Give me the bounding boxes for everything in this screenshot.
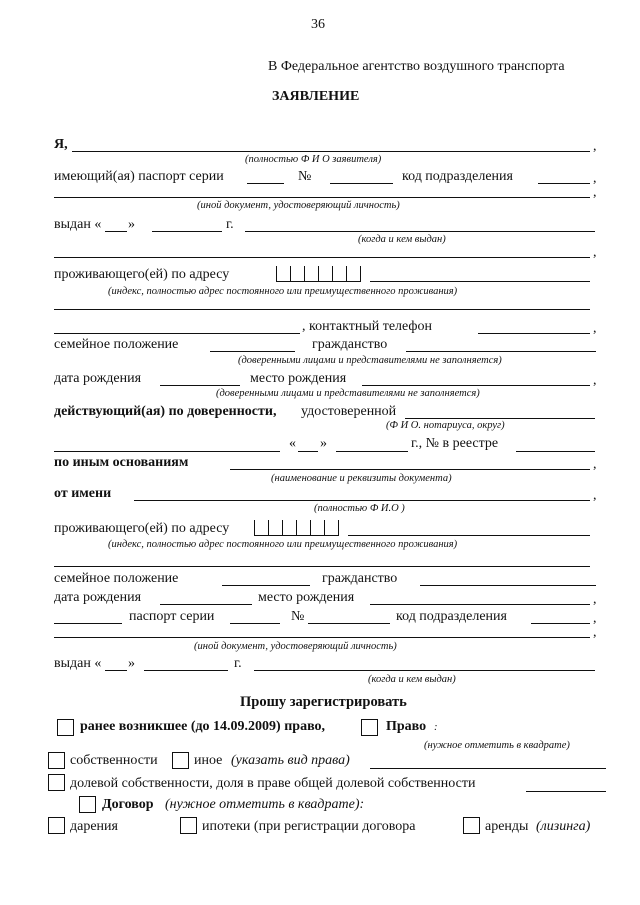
comma: , (593, 321, 597, 336)
birth-place-label-2: место рождения (258, 590, 355, 605)
other-right-label: иное (194, 753, 223, 768)
other-right-checkbox[interactable] (172, 752, 189, 769)
issued-hint: (когда и кем выдан) (358, 234, 446, 245)
number-sign-2: № (291, 609, 305, 624)
proxy-date-prefix-line[interactable] (54, 451, 280, 452)
other-grounds-line[interactable] (230, 469, 590, 470)
address-line-3[interactable] (54, 333, 300, 334)
quote-close: » (320, 436, 327, 451)
birth-date-line-2[interactable] (160, 604, 252, 605)
proxies-hint-2: (доверенными лицами и представителями не заполняется) (216, 388, 480, 399)
year-label-2: г. (234, 656, 242, 671)
notary-line[interactable] (405, 418, 595, 419)
issued-month-line[interactable] (152, 231, 222, 232)
issued-month-line-2[interactable] (144, 670, 228, 671)
passport-series-label: имеющий(ая) паспорт серии (54, 169, 224, 184)
address-hint: (индекс, полностью адрес постоянного или преимущественного проживания) (108, 286, 458, 297)
shared-ownership-label: долевой собственности, доля в праве общей долевой собственности (70, 776, 476, 791)
fio-line[interactable] (72, 151, 590, 152)
citizenship-line[interactable] (406, 351, 596, 352)
comma: , (593, 488, 597, 503)
passport-number-line-2[interactable] (308, 623, 390, 624)
division-code-line[interactable] (538, 183, 590, 184)
fio-hint-2: (полностью Ф И.О ) (314, 503, 405, 514)
marital-label-2: семейное положение (54, 571, 179, 586)
division-code-line-2[interactable] (531, 623, 590, 624)
phone-line[interactable] (478, 333, 590, 334)
ownership-label: собственности (70, 753, 158, 768)
issued-by-line[interactable] (245, 231, 595, 232)
number-sign: № (298, 169, 312, 184)
addressee: В Федеральное агентство воздушного транспорта (268, 59, 565, 74)
right-checkbox[interactable] (361, 719, 378, 736)
issued-by-line-2[interactable] (54, 257, 590, 258)
issued-day-line-2[interactable] (105, 670, 127, 671)
other-right-line[interactable] (370, 768, 606, 769)
contract-label: Договор (102, 797, 154, 812)
issued-day-line[interactable] (105, 231, 127, 232)
page-title: ЗАЯВЛЕНИЕ (272, 89, 360, 104)
passport-number-line[interactable] (330, 183, 393, 184)
issued-label: выдан « (54, 217, 102, 232)
notary-hint: (Ф И О. нотариуса, округ) (386, 420, 505, 431)
comma: , (593, 625, 597, 640)
other-grounds-label: по иным основаниям (54, 455, 189, 470)
quote-open: « (289, 436, 296, 451)
passport-series-line-2[interactable] (230, 623, 280, 624)
marital-line-2[interactable] (222, 585, 310, 586)
lease-checkbox[interactable] (463, 817, 480, 834)
quote-close: » (128, 217, 135, 232)
citizenship-line-2[interactable] (420, 585, 596, 586)
quote-close-2: » (128, 656, 135, 671)
leasing-hint: (лизинга) (536, 819, 591, 834)
passport-series-label-2: паспорт серии (129, 609, 215, 624)
marital-line[interactable] (210, 351, 295, 352)
gift-label: дарения (70, 819, 118, 834)
marital-label: семейное положение (54, 337, 179, 352)
issued-hint-2: (когда и кем выдан) (368, 674, 456, 685)
phone-label: , контактный телефон (302, 319, 432, 334)
birth-date-label: дата рождения (54, 371, 142, 386)
division-code-label: код подразделения (402, 169, 513, 184)
comma: , (593, 185, 597, 200)
birth-place-line[interactable] (362, 385, 590, 386)
other-right-hint: (указать вид права) (231, 753, 350, 768)
address-line-4[interactable] (348, 535, 590, 536)
right-label: Право (386, 719, 427, 734)
contract-hint: (нужное отметить в квадрате): (165, 797, 365, 812)
citizenship-label-2: гражданство (322, 571, 398, 586)
certified-label: удостоверенной (301, 404, 397, 419)
share-line[interactable] (526, 791, 606, 792)
request-heading: Прошу зарегистрировать (240, 694, 407, 710)
address-line[interactable] (370, 281, 590, 282)
passport-prefix-line[interactable] (54, 623, 122, 624)
division-code-label-2: код подразделения (396, 609, 507, 624)
prior-right-label: ранее возникшее (до 14.09.2009) право, (80, 719, 326, 734)
birth-place-label: место рождения (250, 371, 347, 386)
mortgage-label: ипотеки (при регистрации договора (202, 819, 416, 834)
proxy-month-line[interactable] (336, 451, 408, 452)
other-doc-line[interactable] (54, 197, 590, 198)
registry-number-line[interactable] (516, 451, 595, 452)
acting-by-proxy-label: действующий(ая) по доверенности, (54, 404, 277, 419)
year-label: г. (226, 217, 234, 232)
birth-date-line[interactable] (160, 385, 240, 386)
address-line-5[interactable] (54, 566, 590, 567)
ownership-checkbox[interactable] (48, 752, 65, 769)
comma: , (593, 139, 597, 154)
passport-series-line[interactable] (247, 183, 284, 184)
mortgage-checkbox[interactable] (180, 817, 197, 834)
birth-place-line-2[interactable] (370, 604, 590, 605)
issued-by-line-3[interactable] (254, 670, 595, 671)
fio-hint: (полностью Ф И О заявителя) (245, 154, 382, 165)
right-colon: : (434, 722, 438, 733)
proxy-day-line[interactable] (298, 451, 318, 452)
other-doc-hint: (иной документ, удостоверяющий личность) (197, 200, 400, 211)
comma: , (593, 245, 597, 260)
comma: , (593, 373, 597, 388)
page-number: 36 (311, 17, 325, 32)
other-doc-line-2[interactable] (54, 637, 590, 638)
shared-ownership-checkbox[interactable] (48, 774, 65, 791)
address-line-2[interactable] (54, 309, 590, 310)
address-hint-2: (индекс, полностью адрес постоянного или преимущественного проживания) (108, 539, 458, 550)
mark-hint: (нужное отметить в квадрате) (424, 740, 570, 751)
on-behalf-line[interactable] (134, 500, 590, 501)
residing-label: проживающего(ей) по адресу (54, 267, 230, 282)
postal-index-cells[interactable] (276, 266, 361, 282)
gift-checkbox[interactable] (48, 817, 65, 834)
citizenship-label: гражданство (312, 337, 388, 352)
comma: , (593, 592, 597, 607)
birth-date-label-2: дата рождения (54, 590, 142, 605)
registry-label: г., № в реестре (411, 436, 499, 451)
issued-label-2: выдан « (54, 656, 102, 671)
comma: , (593, 611, 597, 626)
postal-index-cells-2[interactable] (254, 520, 339, 536)
i-label: Я, (54, 137, 68, 152)
other-doc-hint-2: (иной документ, удостоверяющий личность) (194, 641, 397, 652)
comma: , (593, 457, 597, 472)
comma: , (593, 171, 597, 186)
proxies-hint-1: (доверенными лицами и представителями не заполняется) (238, 355, 502, 366)
contract-checkbox[interactable] (79, 796, 96, 813)
prior-right-checkbox[interactable] (57, 719, 74, 736)
lease-label: аренды (485, 819, 529, 834)
on-behalf-label: от имени (54, 486, 112, 501)
residing-label-2: проживающего(ей) по адресу (54, 521, 230, 536)
doc-name-hint: (наименование и реквизиты документа) (271, 473, 452, 484)
